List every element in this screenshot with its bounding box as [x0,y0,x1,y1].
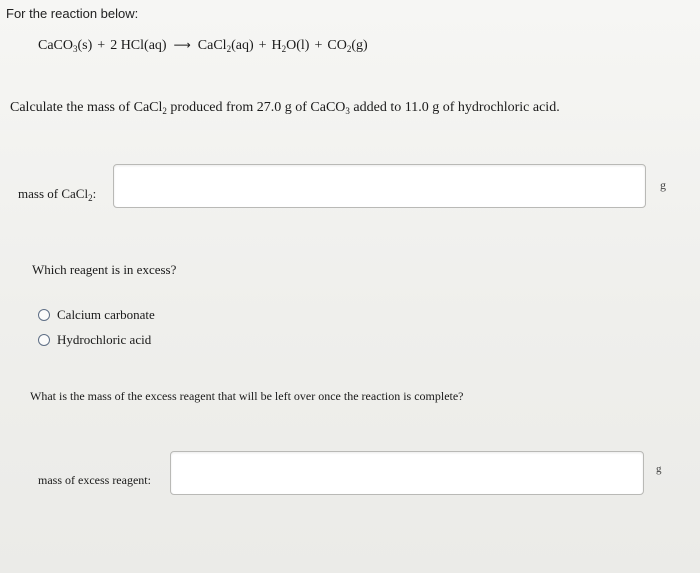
product-cacl2: CaCl$_2$(aq) [197,38,254,54]
question-excess-mass: What is the mass of the excess reagent that will be left over once the reaction is complete? [30,389,464,403]
excess-unit-label: g [656,463,662,475]
cacl2-unit-label: g [660,178,666,192]
question-excess-reagent: Which reagent is in excess? [32,262,177,277]
plus-sign: + [97,38,106,53]
product-co2: $CO_2(g)$ [327,38,368,54]
radio-button[interactable] [38,334,50,346]
reactant-caco3: CaCO$_3$(s) [38,38,93,54]
question-mass-cacl2: Calculate the mass of CaCl$_2$ produced from 27.0 g of CaCO$_3$ added to 11.0 g of hydrochloric acid. [10,100,560,116]
option-hydrochloric-acid[interactable] [38,332,151,348]
option-label: Hydrochloric acid [57,332,152,347]
excess-mass-label: mass of excess reagent: [38,473,151,487]
plus-sign: + [314,38,323,53]
option-calcium-carbonate[interactable] [38,307,155,323]
reaction-equation [38,38,368,54]
product-h2o: $H_2O(l)$ [271,38,310,54]
option-label: Calcium carbonate [57,307,155,322]
intro-text: For the reaction below: [6,6,139,21]
cacl2-mass-label: mass of CaCl$_2$: [18,186,97,203]
cacl2-mass-input[interactable] [113,164,646,208]
radio-button[interactable] [38,309,50,321]
reaction-arrow-icon: ⟶ [173,38,191,52]
reactant-hcl: 2 HCl(aq) [110,38,167,53]
plus-sign: + [258,38,267,53]
excess-mass-input[interactable] [170,451,644,495]
